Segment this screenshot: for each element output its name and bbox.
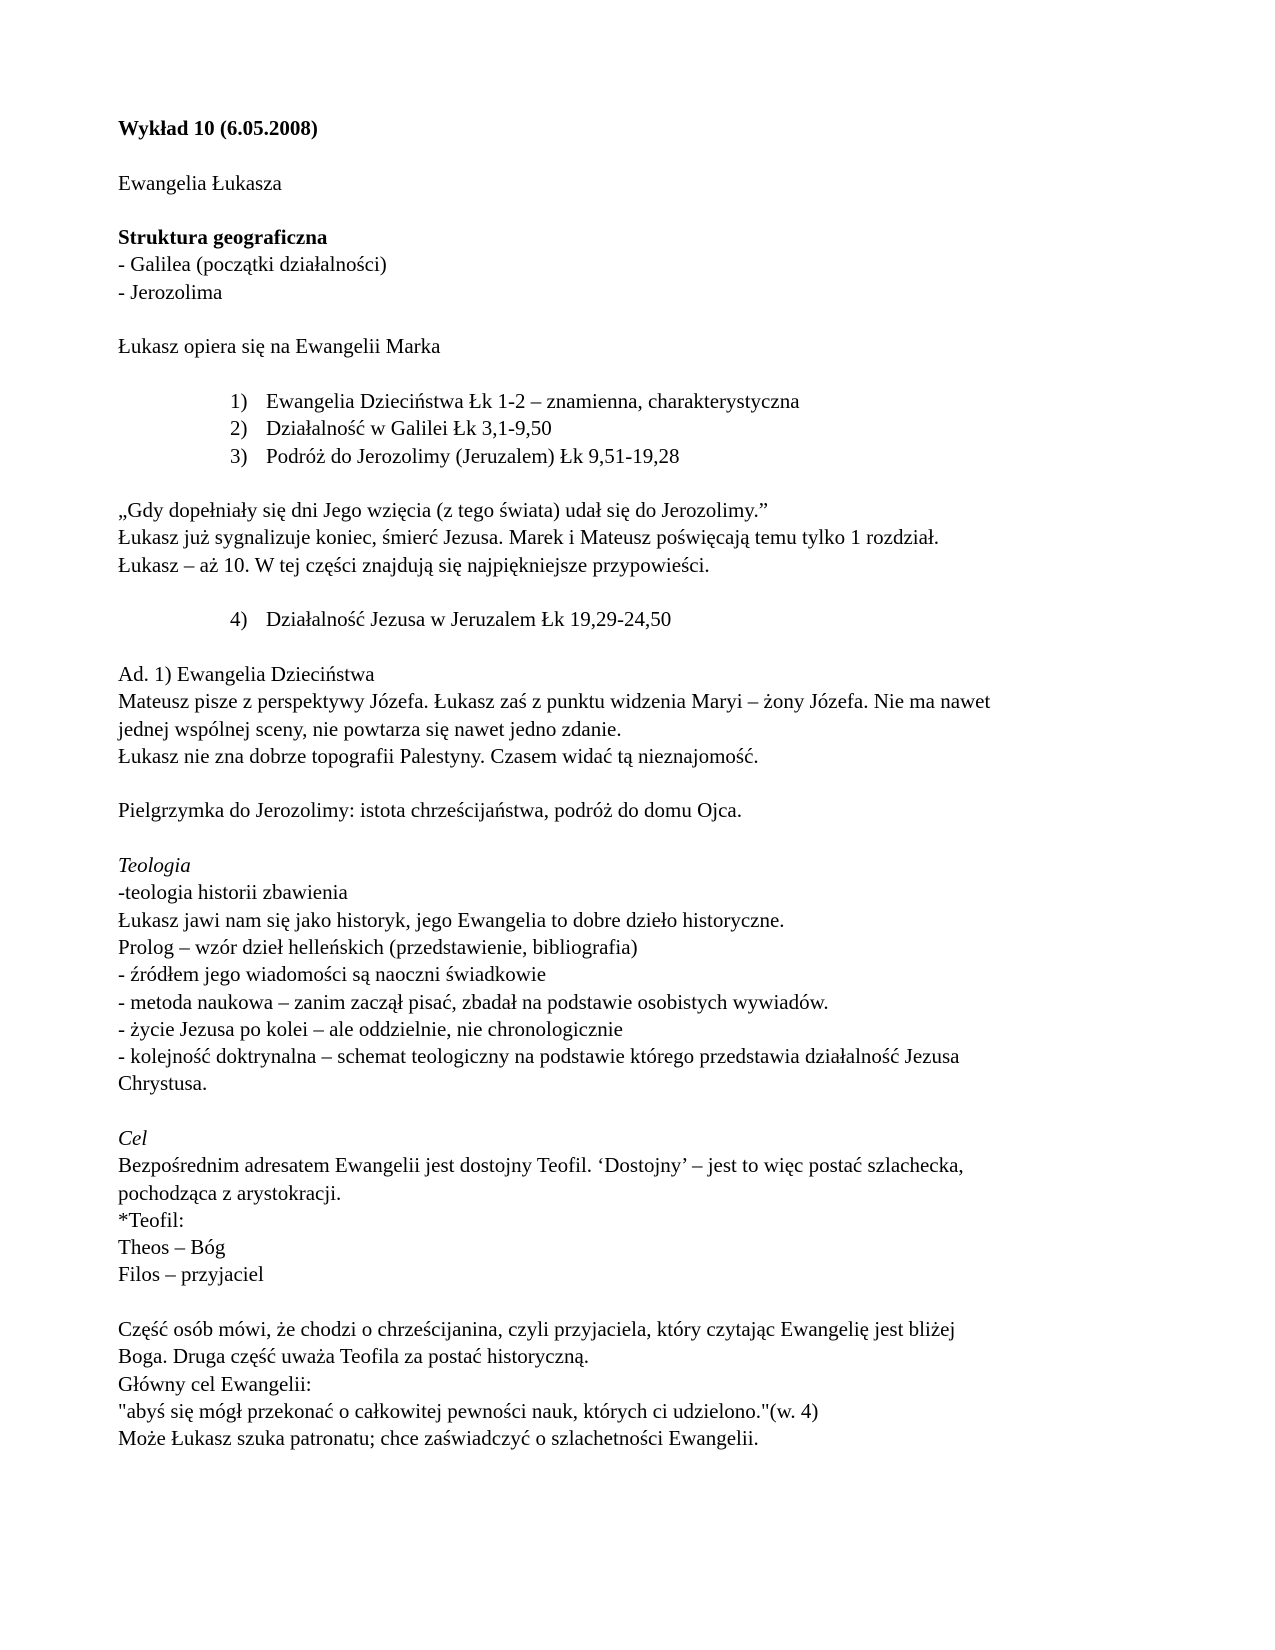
section-heading-goal: Cel — [118, 1125, 148, 1150]
closing-line: Główny cel Ewangelii: — [118, 1371, 312, 1396]
closing-line: Część osób mówi, że chodzi o chrześcijanina, czyli przyjaciela, który czytając Ewangelię jest bliżej — [118, 1317, 956, 1342]
document-body — [118, 115, 1158, 1453]
goal-line: Bezpośrednim adresatem Ewangelii jest dostojny Teofil. ‘Dostojny’ – jest to więc postać szlachecka, — [118, 1153, 964, 1178]
spacer — [118, 470, 1158, 497]
section-heading-geography: Struktura geograficzna — [118, 225, 328, 250]
theology-line: - metoda naukowa – zanim zaczął pisać, zbadał na podstawie osobistych wywiadów. — [118, 989, 829, 1014]
closing-line: Boga. Druga część uważa Teofila za postać historyczną. — [118, 1344, 590, 1369]
list-text: Podróż do Jerozolimy (Jeruzalem) Łk 9,51-19,28 — [266, 443, 680, 468]
numbered-item — [118, 388, 1158, 415]
goal-line: *Teofil: — [118, 1207, 185, 1232]
theology-line: Chrystusa. — [118, 1071, 208, 1096]
document-title: Wykład 10 (6.05.2008) — [118, 116, 318, 140]
list-number: 1) — [230, 388, 248, 413]
spacer — [118, 579, 1158, 606]
geo-item: - Jerozolima — [118, 279, 223, 304]
closing-line: Może Łukasz szuka patronatu; chce zaświadczyć o szlachetności Ewangelii. — [118, 1426, 759, 1451]
spacer — [118, 634, 1158, 661]
theology-line: -teologia historii zbawienia — [118, 880, 348, 905]
closing-quote: "abyś się mógł przekonać o całkowitej pewności nauk, których ci udzielono."(w. 4) — [118, 1398, 819, 1423]
pilgrimage-paragraph: Pielgrzymka do Jerozolimy: istota chrześcijaństwa, podróż do domu Ojca. — [118, 798, 743, 823]
numbered-item — [118, 415, 1158, 442]
list-number: 2) — [230, 416, 248, 441]
document-subtitle: Ewangelia Łukasza — [118, 170, 282, 195]
goal-line: Theos – Bóg — [118, 1235, 226, 1260]
theology-line: Prolog – wzór dzieł helleńskich (przedstawienie, bibliografia) — [118, 934, 638, 959]
spacer — [118, 1098, 1158, 1125]
paragraph-line: Mateusz pisze z perspektywy Józefa. Łukasz zaś z punktu widzenia Maryi – żony Józefa. Nie ma nawet — [118, 689, 991, 714]
theology-line: - kolejność doktrynalna – schemat teologiczny na podstawie którego przedstawia działalność Jezusa — [118, 1044, 960, 1069]
goal-line: pochodząca z arystokracji. — [118, 1180, 342, 1205]
paragraph-line: jednej wspólnej sceny, nie powtarza się nawet jedno zdanie. — [118, 716, 622, 741]
spacer — [118, 142, 1158, 169]
paragraph-line: Łukasz nie zna dobrze topografii Palestyny. Czasem widać tą nieznajomość. — [118, 743, 759, 768]
list-number: 4) — [230, 607, 248, 632]
spacer — [118, 1289, 1158, 1316]
spacer — [118, 770, 1158, 797]
spacer — [118, 197, 1158, 224]
list-number: 3) — [230, 443, 248, 468]
quote-line: „Gdy dopełniały się dni Jego wzięcia (z tego świata) udał się do Jerozolimy.” — [118, 498, 769, 523]
section-heading-theology: Teologia — [118, 853, 191, 878]
geo-item: - Galilea (początki działalności) — [118, 252, 387, 277]
spacer — [118, 361, 1158, 388]
intro-paragraph: Łukasz opiera się na Ewangelii Marka — [118, 334, 441, 359]
section-heading-ad1: Ad. 1) Ewangelia Dzieciństwa — [118, 661, 375, 686]
paragraph-line: Łukasz – aż 10. W tej części znajdują się najpiękniejsze przypowieści. — [118, 552, 710, 577]
theology-line: Łukasz jawi nam się jako historyk, jego Ewangelia to dobre dzieło historyczne. — [118, 907, 785, 932]
goal-line: Filos – przyjaciel — [118, 1262, 264, 1287]
spacer — [118, 306, 1158, 333]
numbered-item — [118, 443, 1158, 470]
list-text: Działalność Jezusa w Jeruzalem Łk 19,29-24,50 — [266, 607, 672, 632]
theology-line: - źródłem jego wiadomości są naoczni świadkowie — [118, 962, 547, 987]
numbered-item — [118, 606, 1158, 633]
theology-line: - życie Jezusa po kolei – ale oddzielnie, nie chronologicznie — [118, 1016, 623, 1041]
spacer — [118, 825, 1158, 852]
list-text: Działalność w Galilei Łk 3,1-9,50 — [266, 416, 552, 441]
list-text: Ewangelia Dzieciństwa Łk 1-2 – znamienna, charakterystyczna — [266, 388, 800, 413]
paragraph-line: Łukasz już sygnalizuje koniec, śmierć Jezusa. Marek i Mateusz poświęcają temu tylko 1 rozdział. — [118, 525, 940, 550]
